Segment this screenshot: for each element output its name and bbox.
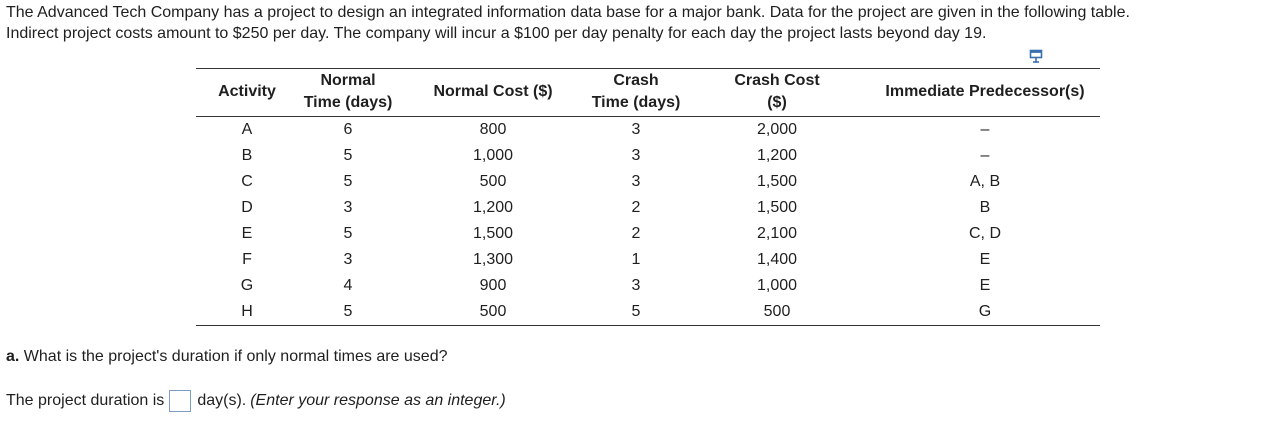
question-a	[6, 346, 448, 368]
cell-crash-time: 2	[631, 199, 641, 216]
cell-crash-time: 2	[631, 225, 641, 242]
header-crash-time: Crash Time (days)	[588, 69, 684, 117]
cell-crash-cost: 2,000	[756, 121, 798, 138]
cell-crash-time: 3	[631, 147, 641, 164]
answer-unit: day(s).	[197, 392, 247, 409]
cell-normal-time: 3	[343, 251, 353, 268]
cell-crash-time: 1	[631, 251, 641, 268]
table-row	[196, 195, 1100, 221]
problem-statement	[6, 2, 1264, 44]
question-text: What is the project's duration if only normal times are used?	[23, 348, 448, 365]
table-header-row	[196, 69, 1100, 117]
cell-normal-time: 4	[343, 277, 353, 294]
cell-crash-time: 3	[631, 121, 641, 138]
cell-predecessors: E	[979, 277, 991, 294]
cell-activity: A	[241, 121, 253, 138]
cell-normal-time: 5	[343, 147, 353, 164]
answer-prefix: The project duration is	[6, 392, 165, 409]
cell-activity: D	[241, 199, 253, 216]
table-row	[196, 299, 1100, 326]
cell-activity: E	[241, 225, 253, 242]
table-row	[196, 169, 1100, 195]
intro-line-1: The Advanced Tech Company has a project to design an integrated information data base for a major bank. Data for the project are given in the following table.	[6, 4, 1130, 21]
cell-normal-time: 6	[343, 121, 353, 138]
duration-answer-input[interactable]	[169, 390, 191, 412]
cell-normal-cost: 1,000	[472, 147, 514, 164]
cell-activity: C	[241, 173, 253, 190]
cell-normal-cost: 1,200	[472, 199, 514, 216]
cell-normal-cost: 1,300	[472, 251, 514, 268]
cell-normal-time: 5	[343, 173, 353, 190]
question-label: a.	[6, 348, 20, 365]
cell-crash-cost: 1,500	[756, 199, 798, 216]
answer-hint: (Enter your response as an integer.)	[250, 392, 506, 409]
header-crash-cost: Crash Cost ($)	[684, 69, 870, 117]
intro-line-2: Indirect project costs amount to $250 per day. The company will incur a $100 per day penalty for each day the project lasts beyond day 19.	[6, 25, 987, 42]
table-row	[196, 273, 1100, 299]
table-row	[196, 143, 1100, 169]
cell-predecessors: –	[980, 121, 990, 138]
table-row	[196, 247, 1100, 273]
cell-crash-cost: 1,500	[756, 173, 798, 190]
cell-normal-cost: 900	[479, 277, 507, 294]
cell-crash-time: 3	[631, 173, 641, 190]
cell-predecessors: A, B	[969, 173, 1001, 190]
answer-line	[6, 389, 506, 413]
cell-activity: H	[196, 299, 298, 326]
cell-crash-cost: 1,400	[756, 251, 798, 268]
cell-normal-time: 5	[343, 225, 353, 242]
cell-activity: F	[242, 251, 252, 268]
cell-normal-cost: 500	[479, 173, 507, 190]
cell-activity: B	[241, 147, 253, 164]
cell-crash-time: 3	[631, 277, 641, 294]
cell-crash-time: 5	[588, 299, 684, 326]
header-normal-cost: Normal Cost ($)	[398, 69, 588, 117]
header-predecessors: Immediate Predecessor(s)	[870, 69, 1100, 117]
header-normal-time: Normal Time (days)	[298, 69, 398, 117]
cell-crash-cost: 1,000	[756, 277, 798, 294]
cell-normal-cost: 1,500	[472, 225, 514, 242]
cell-predecessors: E	[979, 251, 991, 268]
project-data-table	[196, 68, 1100, 326]
cell-normal-time: 3	[343, 199, 353, 216]
cell-predecessors: B	[979, 199, 991, 216]
table-row	[196, 221, 1100, 247]
copy-icon[interactable]	[1029, 49, 1045, 63]
cell-normal-cost: 500	[398, 299, 588, 326]
cell-crash-cost: 500	[684, 299, 870, 326]
cell-crash-cost: 2,100	[756, 225, 798, 242]
table-row	[196, 117, 1100, 144]
cell-normal-cost: 800	[479, 121, 507, 138]
cell-predecessors: C, D	[969, 225, 1001, 242]
header-activity: Activity	[196, 69, 298, 117]
cell-normal-time: 5	[298, 299, 398, 326]
cell-predecessors: –	[980, 147, 990, 164]
cell-activity: G	[240, 277, 254, 294]
cell-predecessors: G	[870, 299, 1100, 326]
cell-crash-cost: 1,200	[756, 147, 798, 164]
